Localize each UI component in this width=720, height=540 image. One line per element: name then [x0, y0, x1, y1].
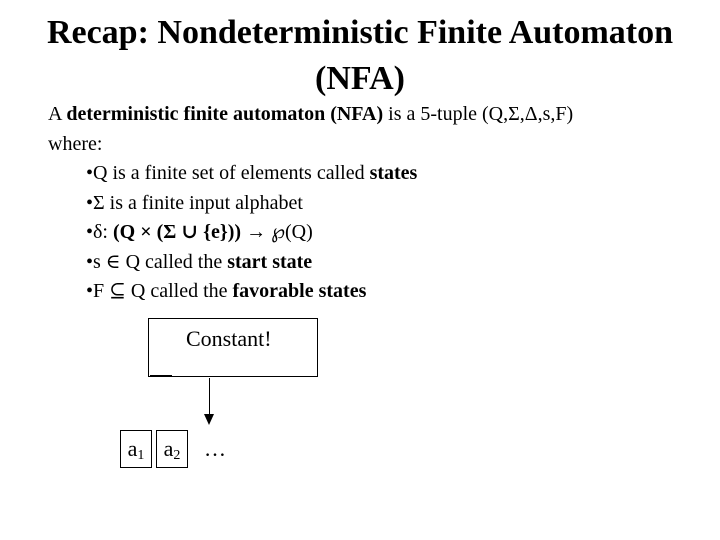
title-line-2: (NFA): [315, 60, 405, 97]
down-arrow-line: [209, 378, 210, 416]
bullet-transition-bold: (Q × (Σ ∪ {e})): [112, 221, 242, 243]
input-cell-subscript: 1: [137, 448, 145, 463]
intro-pre: A: [48, 103, 67, 125]
title-line-1: Recap: Nondeterministic Finite Automaton: [46, 14, 674, 51]
intro-bold: deterministic finite automaton (NFA): [66, 103, 384, 125]
input-cell-subscript: 2: [173, 448, 181, 463]
slide-title: [0, 10, 720, 102]
ellipsis: …: [204, 436, 226, 461]
bullet-favorable-bold: favorable states: [232, 280, 367, 302]
bullet-favorable-text: •F ⊆ Q called the: [86, 280, 233, 302]
bullet-transition-range: ℘(Q): [266, 221, 313, 243]
bullet-favorable-states: [48, 277, 708, 307]
box-dash: [150, 375, 172, 376]
bullet-states-bold: states: [369, 162, 418, 184]
bullet-states: [48, 159, 708, 189]
right-arrow-icon: →: [246, 221, 267, 243]
constant-label: Constant!: [186, 326, 272, 351]
intro-line: [48, 100, 708, 130]
bullet-start-bold: start state: [227, 250, 313, 273]
input-cell-letter: a: [127, 436, 138, 461]
where-line: where:: [48, 132, 103, 155]
intro-post: is a 5-tuple (Q,Σ,Δ,s,F): [383, 103, 574, 125]
definition-body: [48, 100, 708, 307]
bullet-start-state: [48, 248, 708, 278]
bullet-transition: [48, 218, 708, 248]
bullet-transition-text: •δ:: [86, 221, 113, 243]
bullet-states-text: •Q is a finite set of elements called: [86, 162, 370, 184]
input-cell-1: [120, 430, 152, 468]
input-cell-letter: a: [163, 436, 174, 461]
bullet-alphabet: •Σ is a finite input alphabet: [86, 191, 303, 214]
down-arrow-icon: [204, 414, 214, 425]
bullet-start-text: •s ∈ Q called the: [86, 250, 228, 273]
input-cell-2: [156, 430, 188, 468]
